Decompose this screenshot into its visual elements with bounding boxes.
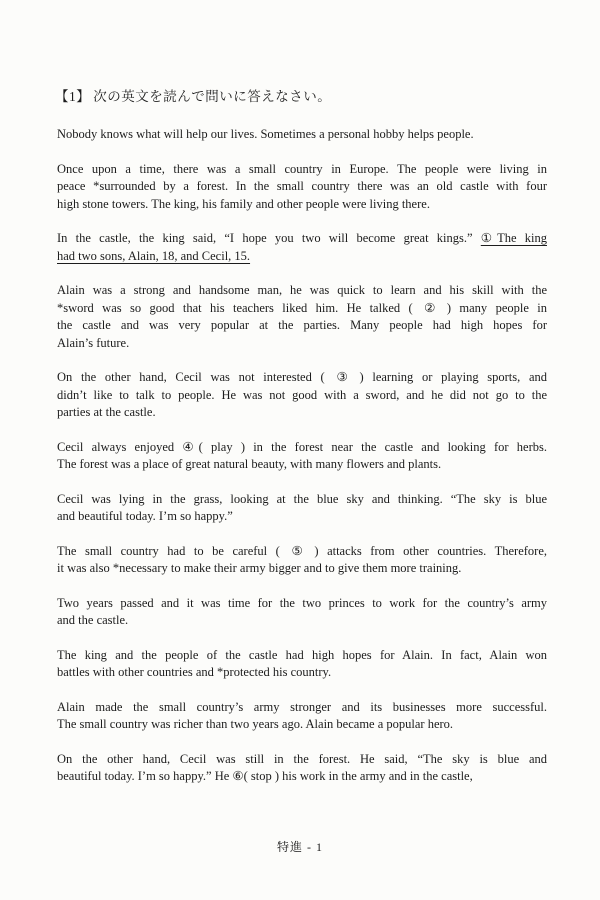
question-instruction: 次の英文を読んで問いに答えなさい。 — [93, 89, 332, 104]
passage-line: Once upon a time, there was a small country in Europe. The people were living in — [57, 161, 547, 176]
passage-line: The king and the people of the castle had high hopes for Alain. In fact, Alain won — [57, 647, 547, 662]
passage-paragraph — [57, 126, 547, 144]
question-number: 【1】 — [55, 89, 91, 104]
page-footer — [0, 838, 600, 855]
page-number-label: 特進 - 1 — [277, 839, 323, 854]
passage-line — [57, 230, 547, 248]
passage-paragraph — [57, 439, 547, 474]
passage-line — [57, 248, 547, 266]
question-heading — [55, 88, 600, 106]
passage-paragraph — [57, 230, 547, 265]
passage-line: Cecil always enjoyed ④( play ) in the forest near the castle and looking for herbs. — [57, 439, 547, 454]
passage-line: The forest was a place of great natural beauty, with many flowers and plants. — [57, 457, 442, 471]
underlined-phrase: had two sons, Alain, 18, and Cecil, 15. — [57, 248, 251, 263]
passage-line: Alain’s future. — [57, 335, 130, 350]
passage-paragraph — [57, 369, 547, 422]
passage-line: it was also *necessary to make their army bigger and to give them more training. — [57, 561, 462, 575]
passage-line: On the other hand, Cecil was still in the forest. He said, “The sky is blue and — [57, 751, 547, 766]
passage-line: the castle and was very popular at the parties. Many people had high hopes for — [57, 318, 547, 332]
passage-line: and beautiful today. I’m so happy.” — [57, 509, 233, 523]
passage-line: Alain made the small country’s army stronger and its businesses more successful. — [57, 699, 547, 714]
passage-paragraph — [57, 595, 547, 630]
passage-line: Two years passed and it was time for the two princes to work for the country’s army — [57, 595, 547, 610]
passage-paragraph — [57, 491, 547, 526]
passage-line: parties at the castle. — [57, 405, 156, 419]
passage-line: and the castle. — [57, 613, 129, 627]
passage-line: battles with other countries and *protected his country. — [57, 665, 332, 679]
passage-line: Nobody knows what will help our lives. Sometimes a personal hobby helps people. — [57, 127, 474, 141]
underlined-phrase: ①The king — [480, 231, 547, 245]
passage-line: The small country was richer than two years ago. Alain became a popular hero. — [57, 717, 454, 731]
passage-line: Cecil was lying in the grass, looking at the blue sky and thinking. “The sky is blue — [57, 491, 547, 506]
passage-paragraph — [57, 543, 547, 578]
passage-text: In the castle, the king said, “I hope you two will become great kings.” — [57, 231, 481, 245]
passage-line: high stone towers. The king, his family and other people were living there. — [57, 196, 430, 211]
passage-paragraph — [57, 647, 547, 682]
passage-line: Alain was a strong and handsome man, he was quick to learn and his skill with the — [57, 283, 547, 297]
passage-paragraph — [57, 699, 547, 734]
passage-line: On the other hand, Cecil was not interested ( ③ ) learning or playing sports, and — [57, 370, 547, 384]
passage-line: *sword was so good that his teachers liked him. He talked ( ② ) many people in — [57, 300, 547, 315]
passage-line: beautiful today. I’m so happy.” He ⑥( stop ) his work in the army and in the castle, — [57, 769, 473, 783]
passage-paragraph — [57, 751, 547, 786]
passage-line: didn’t like to talk to people. He was not good with a sword, and he did not go to the — [57, 387, 547, 402]
passage-line: peace *surrounded by a forest. In the small country there was an old castle with four — [57, 179, 547, 193]
passage-paragraph — [57, 282, 547, 352]
passage-line: The small country had to be careful ( ⑤ ) attacks from other countries. Therefore, — [57, 543, 547, 558]
reading-passage — [57, 126, 547, 786]
passage-paragraph — [57, 161, 547, 214]
